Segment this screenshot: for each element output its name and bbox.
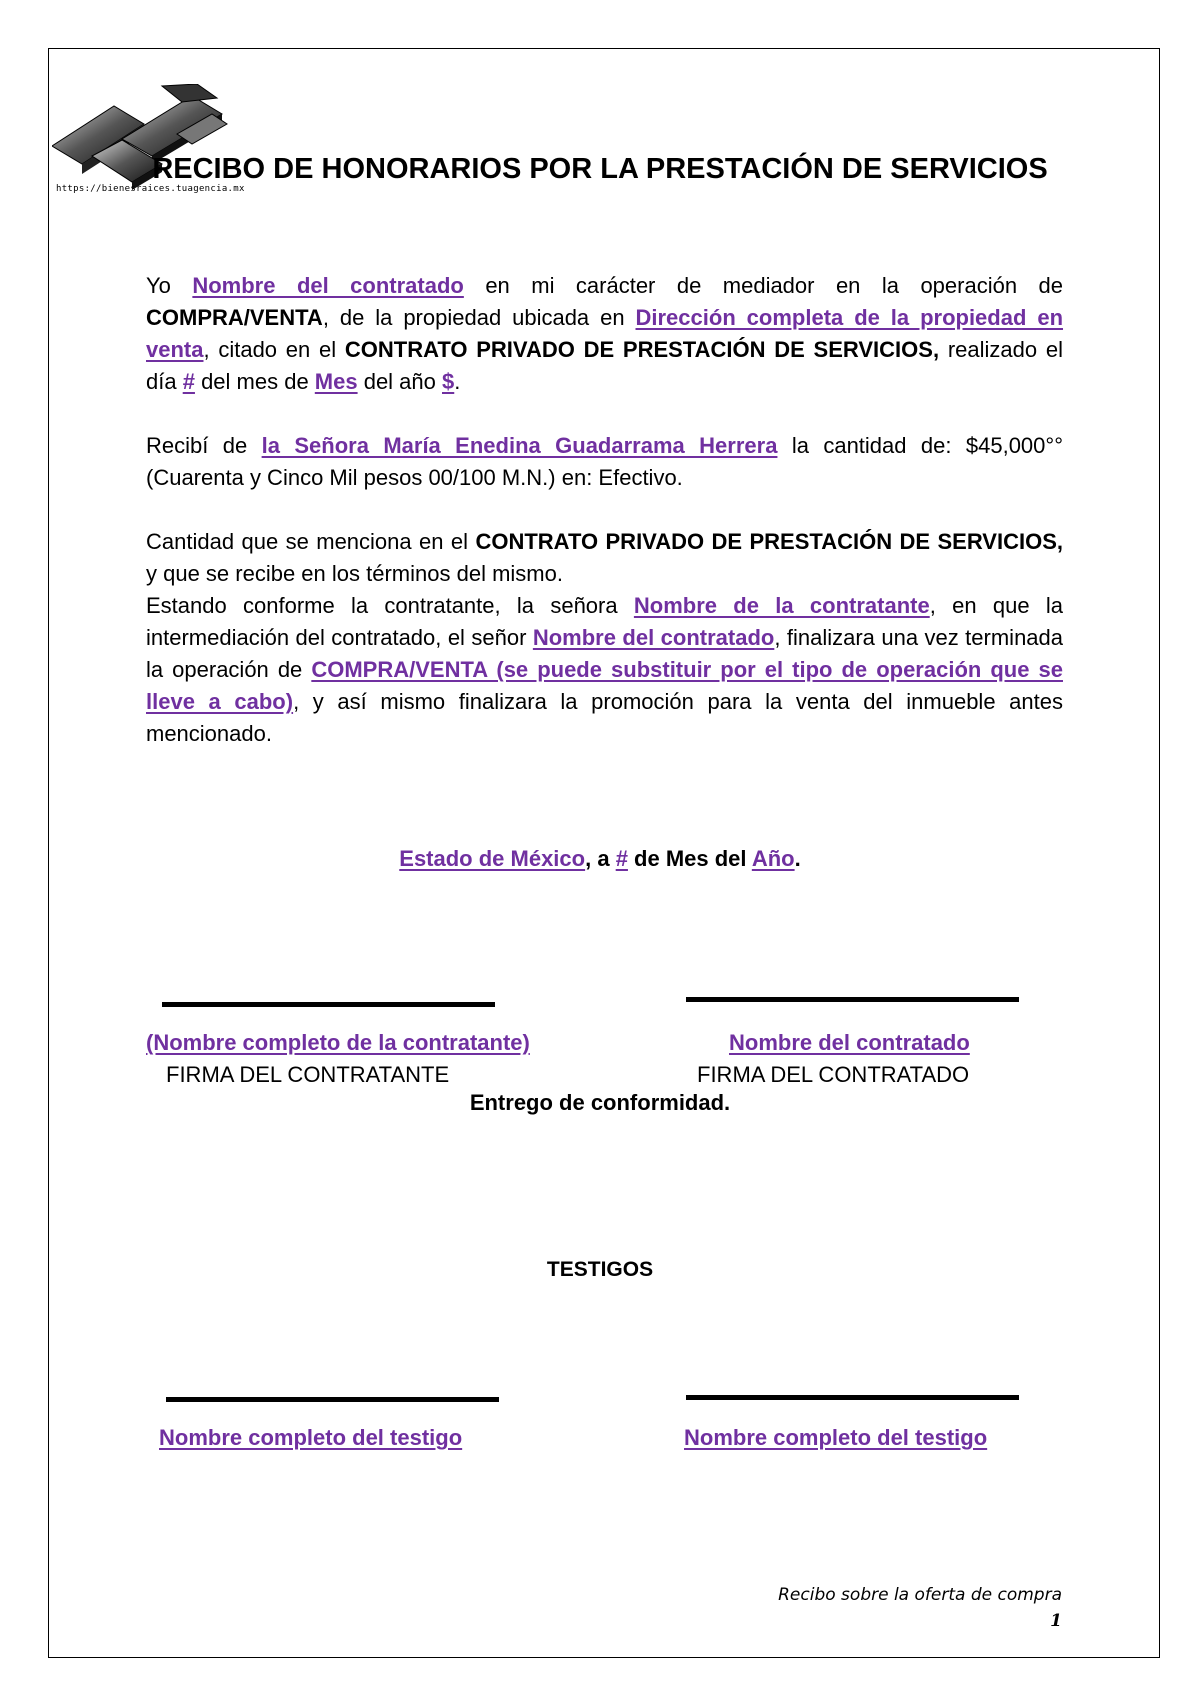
signature-name-contratado: Nombre del contratado xyxy=(729,1030,970,1055)
placeholder-year: $ xyxy=(442,369,455,394)
signature-line-contratante xyxy=(162,1002,495,1007)
witness-name-left: Nombre completo del testigo xyxy=(159,1425,463,1450)
paragraph-terms: Cantidad que se menciona en el CONTRATO PRIVADO DE PRESTACIÓN DE SERVICIOS, y que se recibe en los términos del mismo. Estando conforme la contratante, la señora Nombre de la contratante, en que la intermediación del contratado, el señor Nombre del contratado, finalizara una vez terminada la operación de COMPRA/VENTA (se puede substituir por el tipo de operación que se lleve a cabo), y así mismo finalizara la promoción para la venta del inmueble antes mencionado. xyxy=(146,526,1063,750)
document-title: RECIBO DE HONORARIOS POR LA PRESTACIÓN DE SERVICIOS xyxy=(152,153,1048,185)
placeholder-day: # xyxy=(182,369,195,394)
witness-name-right: Nombre completo del testigo xyxy=(684,1425,988,1450)
placeholder-contratado-name: Nombre del contratado xyxy=(192,273,464,298)
logo-url-text: https://bienesraices.tuagencia.mx xyxy=(56,184,245,194)
signature-line-contratado xyxy=(686,997,1019,1002)
placeholder-operation-type: COMPRA/VENTA (se puede substituir por el tipo de operación que se lleve a cabo) xyxy=(146,657,1063,714)
page-footer xyxy=(778,1582,1062,1634)
witness-line-right xyxy=(686,1395,1019,1400)
place-date-line: Estado de México, a # de Mes del Año. xyxy=(399,846,801,871)
signature-name-contratante: (Nombre completo de la contratante) xyxy=(146,1030,530,1055)
signature-label-contratado: FIRMA DEL CONTRATADO xyxy=(697,1062,970,1087)
footer-caption: Recibo sobre la oferta de compra xyxy=(778,1585,1062,1605)
conformity-statement: Entrego de conformidad. xyxy=(469,1090,731,1115)
paragraph-mediator: Yo Nombre del contratado en mi carácter de mediador en la operación de COMPRA/VENTA, de la propiedad ubicada en Dirección completa de la propiedad en venta, citado en el CONTRATO PRIVADO DE PRESTACIÓN DE SERVICIOS, realizado el día # del mes de Mes del año $. xyxy=(146,273,1064,394)
placeholder-month: Mes xyxy=(314,369,358,394)
placeholder-payer-name: la Señora María Enedina Guadarrama Herrera xyxy=(261,433,778,458)
placeholder-date-day: # xyxy=(615,846,628,871)
paragraph-conformity: Estando conforme la contratante, la señora Nombre de la contratante, en que la intermediación del contratado, el señor Nombre del contratado, finalizara una vez terminada la operación de COMPRA/VENTA (se puede substituir por el tipo de operación que se lleve a cabo), y así mismo finalizara la promoción para la venta del inmueble antes mencionado. xyxy=(146,593,1064,746)
placeholder-contratante-name: Nombre de la contratante xyxy=(633,593,930,618)
placeholder-date-year: Año xyxy=(751,846,795,871)
witness-line-left xyxy=(166,1397,499,1402)
page-number: 1 xyxy=(1050,1611,1062,1631)
placeholder-state: Estado de México xyxy=(399,846,586,871)
paragraph-receipt: Recibí de la Señora María Enedina Guadarrama Herrera la cantidad de: $45,000°° (Cuarenta y Cinco Mil pesos 00/100 M.N.) en: Efectivo. xyxy=(146,433,1063,490)
placeholder-contratado-name-2: Nombre del contratado xyxy=(532,625,775,650)
signature-label-contratante: FIRMA DEL CONTRATANTE xyxy=(166,1062,450,1087)
placeholder-property-address: Dirección completa de la propiedad en venta xyxy=(146,305,1064,362)
witnesses-heading: TESTIGOS xyxy=(546,1258,654,1281)
